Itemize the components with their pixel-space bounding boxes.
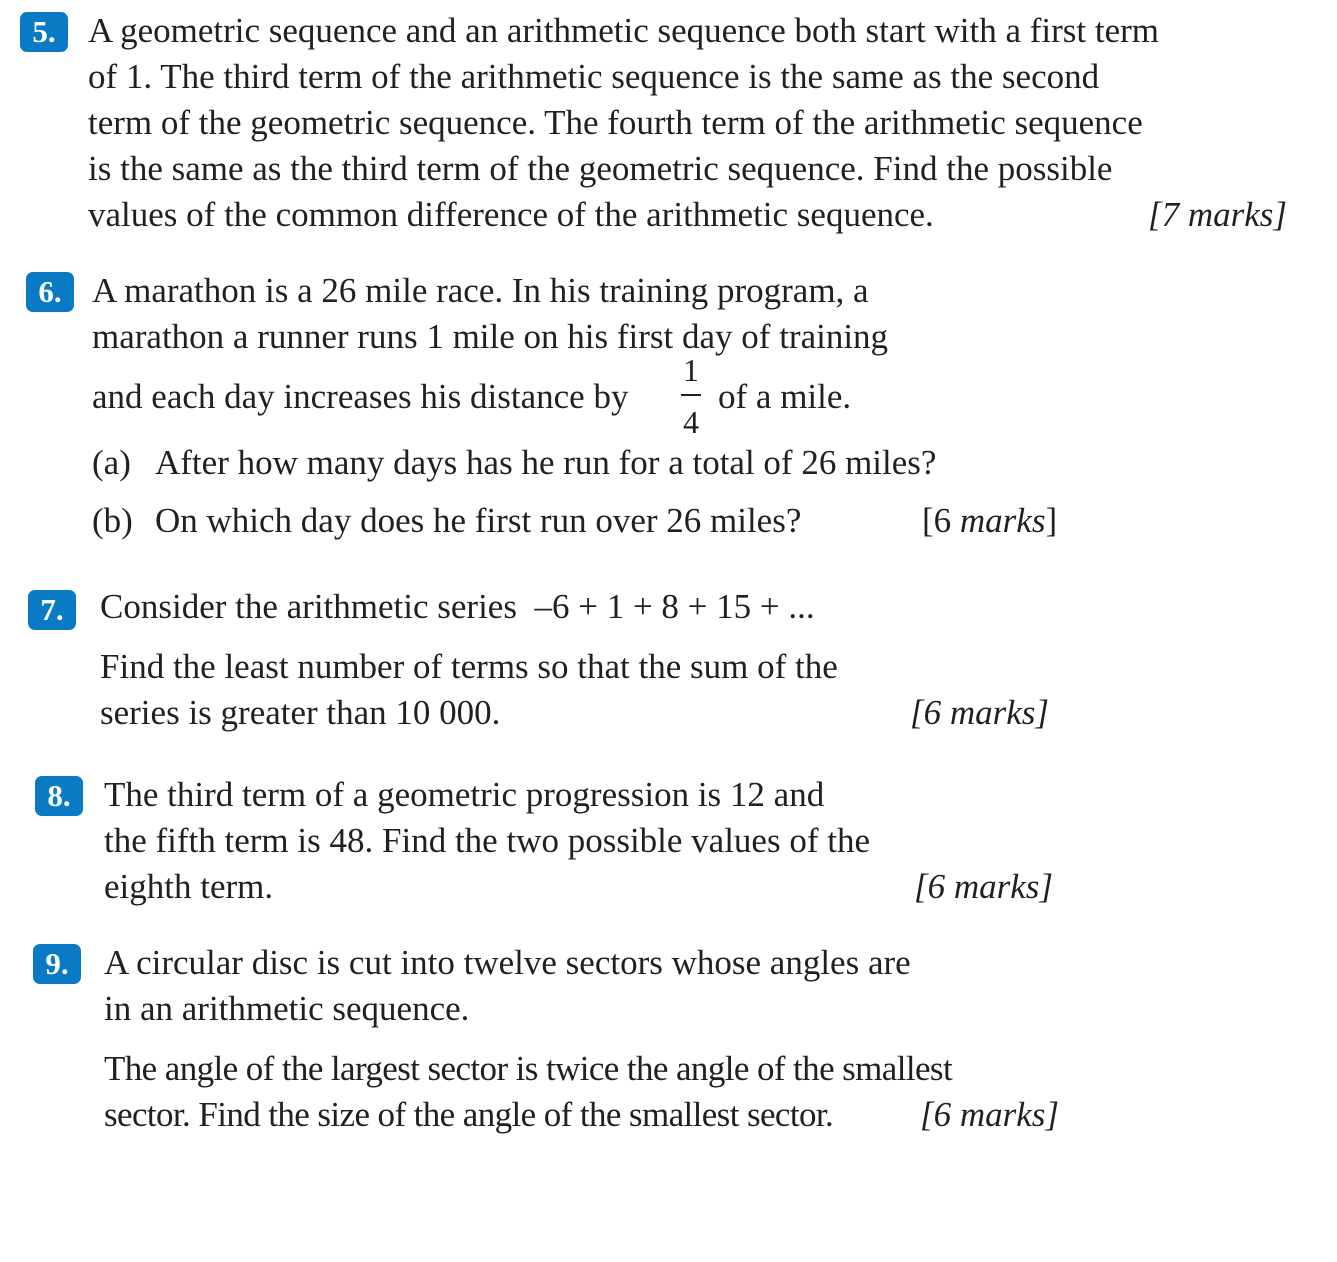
question-text-line: values of the common difference of the arithmetic sequence.: [88, 195, 934, 234]
question-text-line: sector. Find the size of the angle of the smallest sector.: [104, 1095, 834, 1134]
fraction-numerator: 1: [683, 352, 699, 388]
question-text-line: A marathon is a 26 mile race. In his training program, a: [92, 271, 869, 310]
part-text: On which day does he first run over 26 miles?: [155, 501, 802, 540]
question-number-badge: 7.: [28, 590, 76, 630]
marks-label: [6 marks]: [914, 867, 1054, 906]
marks-word: marks: [959, 501, 1046, 540]
question-number-badge: 9.: [33, 944, 81, 984]
question-text-line: A circular disc is cut into twelve sectors whose angles are: [104, 943, 911, 982]
question-text-line: marathon a runner runs 1 mile on his first day of training: [92, 317, 889, 356]
question-text-line: series is greater than 10 000.: [100, 693, 501, 732]
question-number-badge: 8.: [35, 776, 83, 816]
part-label: (b): [92, 501, 133, 540]
question-text-line: The third term of a geometric progression is 12 and: [104, 775, 825, 814]
marks-close: ]: [1045, 501, 1058, 540]
marks-open: [6: [922, 501, 960, 540]
marks-label: [6 marks]: [910, 693, 1050, 732]
marks-label: [6 marks]: [920, 1095, 1060, 1134]
question-text-line: of 1. The third term of the arithmetic sequence is the same as the second: [88, 57, 1100, 96]
question-text-line: A geometric sequence and an arithmetic sequence both start with a first term: [88, 11, 1160, 50]
part-text: After how many days has he run for a total of 26 miles?: [155, 443, 937, 482]
fraction-denominator: 4: [683, 404, 699, 440]
fraction-bar: [681, 394, 701, 396]
question-text-line: Consider the arithmetic series –6 + 1 + 8 + 15 + ...: [100, 587, 815, 626]
question-text-line: of a mile.: [718, 377, 852, 416]
question-text-line: Find the least number of terms so that the sum of the: [100, 647, 838, 686]
question-text-line: is the same as the third term of the geometric sequence. Find the possible: [88, 149, 1113, 188]
question-text-line: the fifth term is 48. Find the two possible values of the: [104, 821, 871, 860]
question-number-badge: 5.: [20, 12, 68, 52]
part-label: (a): [92, 443, 131, 482]
question-text-line: The angle of the largest sector is twice the angle of the smallest: [104, 1049, 953, 1088]
fraction: [677, 354, 705, 444]
question-number-badge: 6.: [26, 272, 74, 312]
marks-label: [922, 498, 1057, 544]
question-text-line: eighth term.: [104, 867, 274, 906]
question-text-line: term of the geometric sequence. The fourth term of the arithmetic sequence: [88, 103, 1143, 142]
marks-label: [7 marks]: [1148, 195, 1288, 234]
question-text-line: and each day increases his distance by: [92, 377, 629, 416]
question-text-line: in an arithmetic sequence.: [104, 989, 470, 1028]
